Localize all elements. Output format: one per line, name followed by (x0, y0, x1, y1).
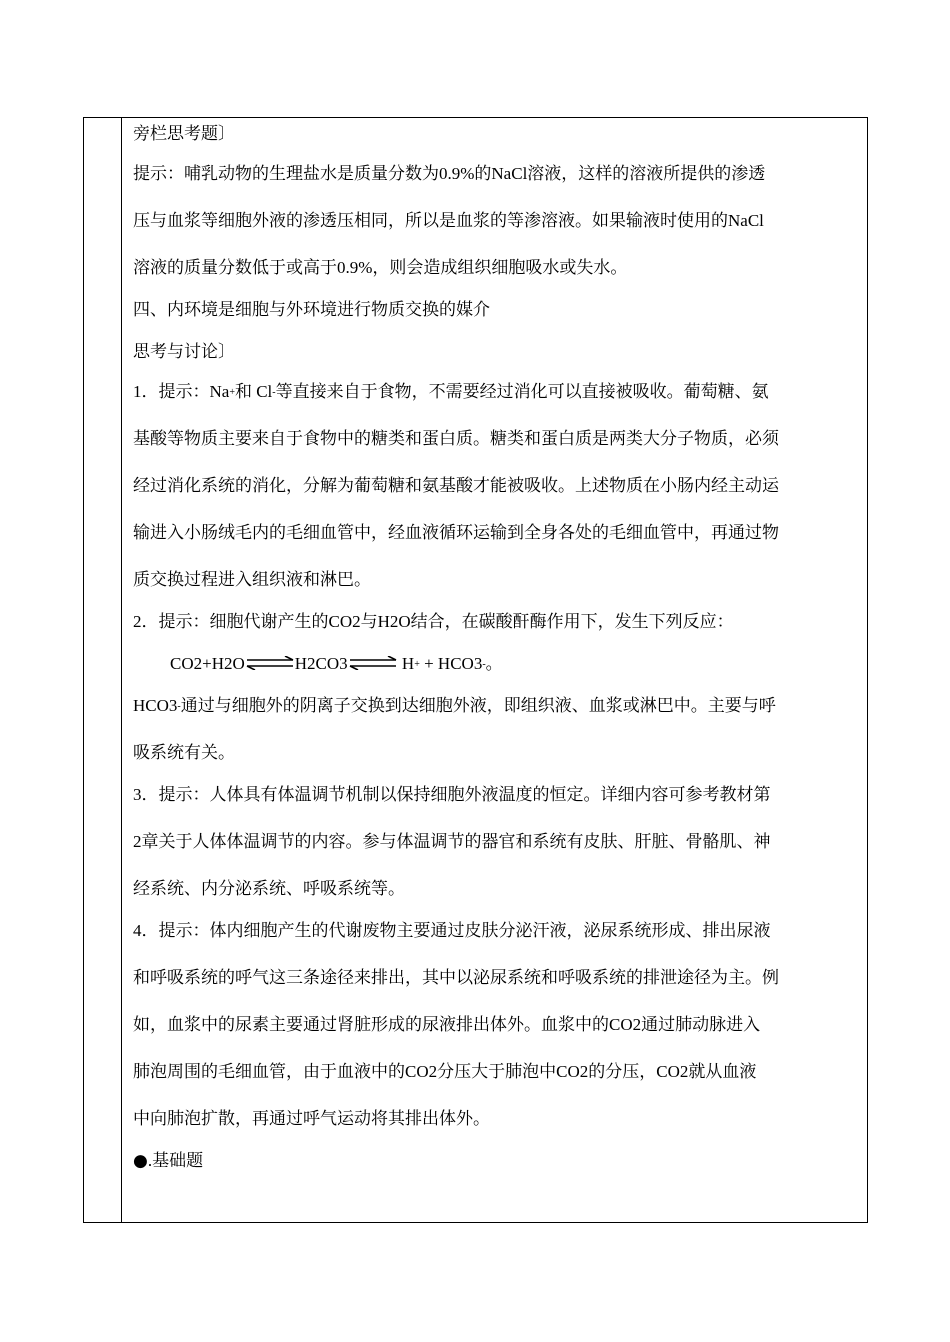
text-line: 基酸等物质主要来自于食物中的糖类和蛋白质。糖类和蛋白质是两类大分子物质，必须 (133, 429, 779, 448)
h-charge: + (414, 659, 420, 670)
text-line: 中向肺泡扩散，再通过呼气运动将其排出体外。 (133, 1109, 490, 1128)
text-line: 经系统、内分泌系统、呼吸系统等。 (133, 879, 405, 898)
bicarbonate-charge: - (482, 659, 486, 670)
item-3-line: 3．提示：人体具有体温调节机制以保持细胞外液温度的恒定。详细内容可参考教材第 (133, 785, 771, 804)
text-line: 如，血浆中的尿素主要通过肾脏形成的尿液排出体外。血浆中的CO2通过肺动脉进入 (133, 1015, 761, 1034)
section-heading: 四、内环境是细胞与外环境进行物质交换的媒介 (133, 300, 490, 319)
text-line: 2章关于人体体温调节的内容。参与体温调节的器官和系统有皮肤、肝脏、骨骼肌、神 (133, 832, 771, 851)
discussion-heading: 思考与讨论〕 (133, 342, 235, 361)
intermediate: H2CO3 (294, 654, 348, 673)
basic-questions-heading (133, 1150, 203, 1172)
text-line: 溶液的质量分数低于或高于0.9%，则会造成组织细胞吸水或失水。 (133, 258, 628, 277)
na-charge: + (229, 387, 235, 398)
item-1-mid: 和 Cl (234, 382, 273, 401)
h-ion: H (401, 654, 415, 673)
cl-charge: - (272, 387, 276, 398)
hco3-charge: - (177, 701, 181, 712)
reactants: CO2+H2O (170, 654, 245, 673)
equilibrium-arrow-icon (348, 656, 398, 670)
bullet-icon: ● (133, 1151, 148, 1171)
hco3-line (133, 695, 776, 717)
reaction-equation (170, 653, 503, 675)
text-line: 和呼吸系统的呼气这三条途径来排出，其中以泌尿系统和呼吸系统的排泄途径为主。例 (133, 968, 779, 987)
text-line: 压与血浆等细胞外液的渗透压相同，所以是血浆的等渗溶液。如果输液时使用的NaCl (133, 211, 764, 230)
text-line: 肺泡周围的毛细血管，由于血液中的CO2分压大于肺泡中CO2的分压，CO2就从血液 (133, 1062, 757, 1081)
item-1-rest: 等直接来自于食物，不需要经过消化可以直接被吸收。葡萄糖、氨 (275, 382, 769, 401)
text-line: 提示：哺乳动物的生理盐水是质量分数为0.9%的NaCl溶液，这样的溶液所提供的渗透 (133, 164, 766, 183)
text-line: 吸系统有关。 (133, 743, 235, 762)
item-2-line: 2．提示：细胞代谢产生的CO2与H2O结合，在碳酸酐酶作用下，发生下列反应： (133, 612, 734, 631)
text-line: 输进入小肠绒毛内的毛细血管中，经血液循环运输到全身各处的毛细血管中，再通过物 (133, 523, 779, 542)
hco3-species: HCO3 (133, 696, 178, 715)
equilibrium-arrow-icon (245, 656, 295, 670)
column-divider (121, 117, 122, 1223)
hco3-rest: 通过与细胞外的阴离子交换到达细胞外液，即组织液、血浆或淋巴中。主要与呼 (180, 696, 776, 715)
equation-end: 。 (485, 654, 503, 673)
text-line: 质交换过程进入组织液和淋巴。 (133, 570, 371, 589)
bicarbonate: + HCO3 (419, 654, 483, 673)
item-1-line (133, 381, 769, 403)
basic-label: .基础题 (147, 1151, 204, 1170)
item-4-line: 4．提示：体内细胞产生的代谢废物主要通过皮肤分泌汗液，泌尿系统形成、排出尿液 (133, 921, 771, 940)
text-line: 经过消化系统的消化，分解为葡萄糖和氨基酸才能被吸收。上述物质在小肠内经主动运 (133, 476, 779, 495)
sidebar-question-heading: 旁栏思考题〕 (133, 124, 235, 143)
item-1-prefix: 1．提示：Na (133, 382, 230, 401)
